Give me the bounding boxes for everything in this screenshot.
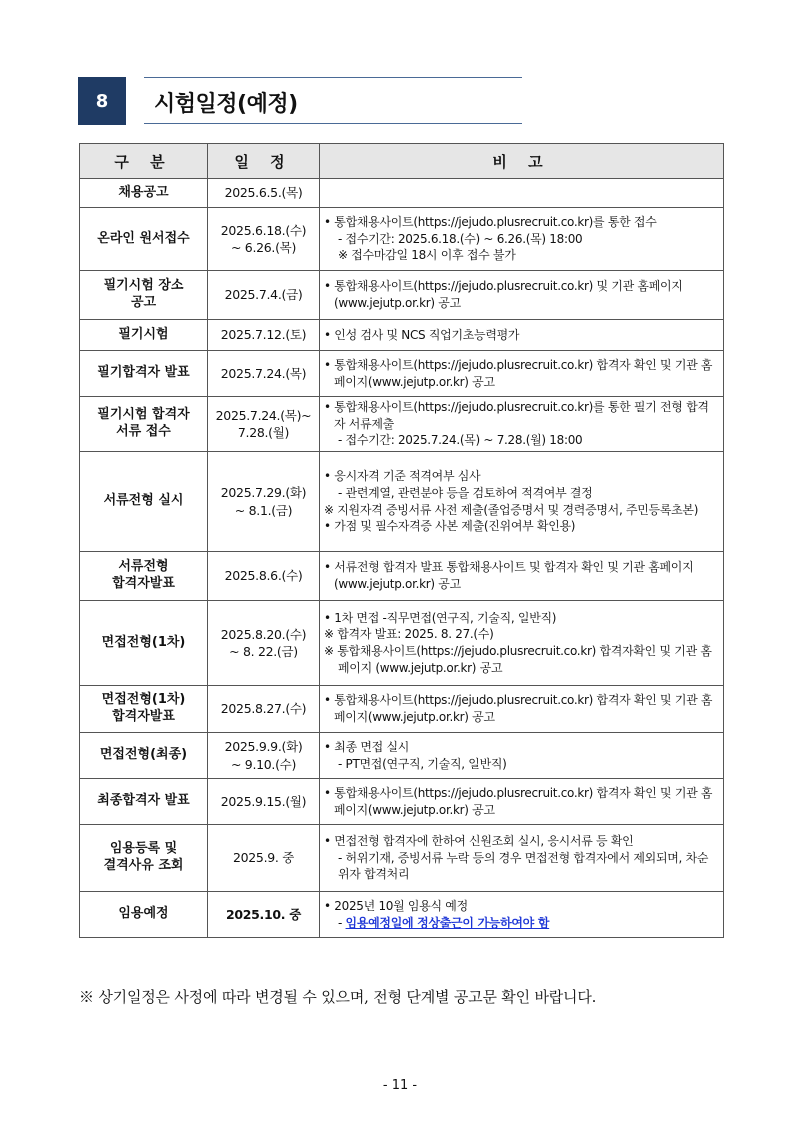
date-line: 2025.6.18.(수) <box>220 222 307 238</box>
table-row <box>80 552 724 601</box>
section-title: 시험일정(예정) <box>154 92 298 117</box>
row-date <box>208 452 320 552</box>
row-remarks <box>320 271 724 320</box>
table-row <box>80 179 724 208</box>
date-line: 2025.7.12.(토) <box>220 327 307 343</box>
row-category <box>80 552 208 601</box>
category-line: 최종합격자 발표 <box>97 793 190 809</box>
category-line: 필기시험 장소 <box>103 278 184 294</box>
category-line: 채용공고 <box>118 184 169 200</box>
date-line: 2025.7.4.(금) <box>224 287 303 303</box>
schedule-table <box>79 143 724 938</box>
table-row <box>80 892 724 938</box>
header-date: 일 정 <box>208 144 320 179</box>
category-line: 서류 접수 <box>116 424 171 439</box>
remark-line: • 최종 면접 실시 <box>324 739 410 754</box>
category-line: 필기시험 <box>118 326 169 342</box>
remark-line: ※ 통합채용사이트(https://jejudo.plusrecruit.co.kr) 합격자확인 및 기관 홈페이지 (www.jejutp.or.kr) 공고 <box>324 644 712 675</box>
category-line: 임용등록 및 <box>109 841 178 857</box>
category-line: 면접전형(최종) <box>99 747 188 763</box>
category-line: 합격자발표 <box>112 709 175 724</box>
remark-line: - 관련계열, 관련분야 등을 검토하여 적격여부 결정 <box>338 485 593 500</box>
date-line: 2025.9.15.(월) <box>220 793 307 809</box>
row-remarks <box>320 779 724 825</box>
table-row <box>80 825 724 892</box>
row-date <box>208 271 320 320</box>
remark-line: • 통합채용사이트(https://jejudo.plusrecruit.co.kr)를 통한 필기 전형 합격자 서류제출 <box>324 400 709 431</box>
row-category <box>80 825 208 892</box>
date-line: 2025.7.24.(목) <box>220 365 307 381</box>
remark-line: • 1차 면접 -직무면접(연구직, 기술직, 일반직) <box>324 610 557 625</box>
row-date <box>208 397 320 452</box>
row-date <box>208 892 320 938</box>
row-remarks <box>320 552 724 601</box>
row-date <box>208 601 320 686</box>
row-category <box>80 892 208 938</box>
row-remarks <box>320 892 724 938</box>
category-line: 합격자발표 <box>112 576 175 591</box>
date-line: 2025.9.9.(화) <box>224 739 303 754</box>
date-line: 2025.9. 중 <box>232 850 295 866</box>
category-line: 온라인 원서접수 <box>97 230 190 246</box>
row-remarks <box>320 733 724 779</box>
remark-line: • 통합채용사이트(https://jejudo.plusrecruit.co.kr) 및 기관 홈페이지(www.jejutp.or.kr) 공고 <box>324 279 683 310</box>
remark-line: • 통합채용사이트(https://jejudo.plusrecruit.co.kr) 합격자 확인 및 기관 홈페이지(www.jejutp.or.kr) 공고 <box>324 785 713 817</box>
date-line: 2025.10. 중 <box>225 906 302 922</box>
row-date <box>208 552 320 601</box>
section-number: 8 <box>78 77 126 125</box>
remark-line: • 2025년 10월 임용식 예정 <box>324 898 468 913</box>
remark-line: • 통합채용사이트(https://jejudo.plusrecruit.co.kr)를 통한 접수 <box>324 215 657 230</box>
row-remarks <box>320 452 724 552</box>
row-remarks <box>320 397 724 452</box>
row-remarks <box>320 320 724 351</box>
remark-line: - 임용예정일에 정상출근이 가능하여야 함 <box>338 915 550 930</box>
table-row <box>80 686 724 733</box>
date-line: 2025.6.5.(목) <box>224 185 303 201</box>
table-row <box>80 601 724 686</box>
table-row <box>80 208 724 271</box>
row-remarks <box>320 208 724 271</box>
row-category <box>80 271 208 320</box>
row-category <box>80 351 208 397</box>
row-date <box>208 208 320 271</box>
remark-line: - 허위기재, 증빙서류 누락 등의 경우 면접전형 합격자에서 제외되며, 차순위자 합격처리 <box>338 850 709 882</box>
row-category <box>80 208 208 271</box>
category-line: 공고 <box>130 295 157 310</box>
date-line: 7.28.(월) <box>237 425 290 440</box>
remark-line: - PT면접(연구직, 기술직, 일반직) <box>338 756 507 771</box>
category-line: 면접전형(1차) <box>101 692 186 708</box>
category-line: 필기시험 합격자 <box>97 407 190 423</box>
row-category <box>80 779 208 825</box>
date-line: 2025.7.24.(목)~ <box>215 407 312 423</box>
remark-line: • 서류전형 합격자 발표 통합채용사이트 및 합격자 확인 및 기관 홈페이지(www.jejutp.or.kr) 공고 <box>324 560 694 591</box>
row-remarks <box>320 825 724 892</box>
row-date <box>208 686 320 733</box>
category-line: 임용예정 <box>118 906 169 922</box>
remark-line: • 통합채용사이트(https://jejudo.plusrecruit.co.kr) 합격자 확인 및 기관 홈페이지(www.jejutp.or.kr) 공고 <box>324 357 713 389</box>
row-date <box>208 351 320 397</box>
row-date <box>208 320 320 351</box>
remark-line: • 가점 및 필수자격증 사본 제출(진위여부 확인용) <box>324 519 576 534</box>
section-header <box>78 77 522 125</box>
row-remarks <box>320 686 724 733</box>
footnote: ※ 상기일정은 사정에 따라 변경될 수 있으며, 전형 단계별 공고문 확인 바랍니다. <box>79 988 597 1006</box>
date-line: ~ 6.26.(목) <box>230 240 297 255</box>
header-category: 구 분 <box>80 144 208 179</box>
row-category <box>80 733 208 779</box>
category-line: 결격사유 조회 <box>103 858 184 873</box>
remark-line: • 통합채용사이트(https://jejudo.plusrecruit.co.kr) 합격자 확인 및 기관 홈페이지(www.jejutp.or.kr) 공고 <box>324 693 713 724</box>
category-line: 면접전형(1차) <box>101 634 186 650</box>
title-rule-bottom <box>144 123 522 124</box>
row-date <box>208 779 320 825</box>
row-category <box>80 686 208 733</box>
remark-line: ※ 접수마감일 18시 이후 접수 불가 <box>338 248 516 263</box>
date-line: ~ 8. 22.(금) <box>229 644 298 659</box>
row-category <box>80 601 208 686</box>
row-category <box>80 397 208 452</box>
date-line: ~ 9.10.(수) <box>230 756 297 772</box>
date-line: 2025.8.27.(수) <box>220 701 307 717</box>
row-remarks <box>320 179 724 208</box>
schedule-body <box>80 179 724 938</box>
date-line: 2025.8.6.(수) <box>224 568 303 584</box>
row-remarks <box>320 351 724 397</box>
remark-line: • 인성 검사 및 NCS 직업기초능력평가 <box>324 327 520 342</box>
category-line: 서류전형 실시 <box>103 493 184 509</box>
remark-line: • 응시자격 기준 적격여부 심사 <box>324 469 481 484</box>
row-date <box>208 733 320 779</box>
header-remarks: 비 고 <box>320 144 724 179</box>
title-rule-top <box>144 77 522 78</box>
table-row <box>80 351 724 397</box>
table-row <box>80 320 724 351</box>
table-row <box>80 271 724 320</box>
row-category <box>80 452 208 552</box>
table-row <box>80 733 724 779</box>
row-date <box>208 825 320 892</box>
row-remarks <box>320 601 724 686</box>
remark-line: ※ 지원자격 증빙서류 사전 제출(졸업증명서 및 경력증명서, 주민등록초본) <box>324 502 699 517</box>
row-category <box>80 320 208 351</box>
row-date <box>208 179 320 208</box>
table-row <box>80 779 724 825</box>
date-line: 2025.7.29.(화) <box>220 485 307 500</box>
emphasis-text: 임용예정일에 정상출근이 가능하여야 함 <box>345 915 550 930</box>
category-line: 필기합격자 발표 <box>97 365 190 381</box>
remark-line: • 면접전형 합격자에 한하여 신원조회 실시, 응시서류 등 확인 <box>324 834 634 849</box>
table-row <box>80 397 724 452</box>
remark-line: ※ 합격자 발표: 2025. 8. 27.(수) <box>324 627 494 642</box>
table-row <box>80 452 724 552</box>
row-category <box>80 179 208 208</box>
date-line: ~ 8.1.(금) <box>234 502 293 518</box>
table-header-row <box>80 144 724 179</box>
remark-line: - 접수기간: 2025.7.24.(목) ~ 7.28.(월) 18:00 <box>338 433 583 448</box>
page-number: - 11 - <box>382 1078 418 1093</box>
category-line: 서류전형 <box>118 559 169 575</box>
date-line: 2025.8.20.(수) <box>220 626 307 642</box>
remark-line: - 접수기간: 2025.6.18.(수) ~ 6.26.(목) 18:00 <box>338 231 583 246</box>
